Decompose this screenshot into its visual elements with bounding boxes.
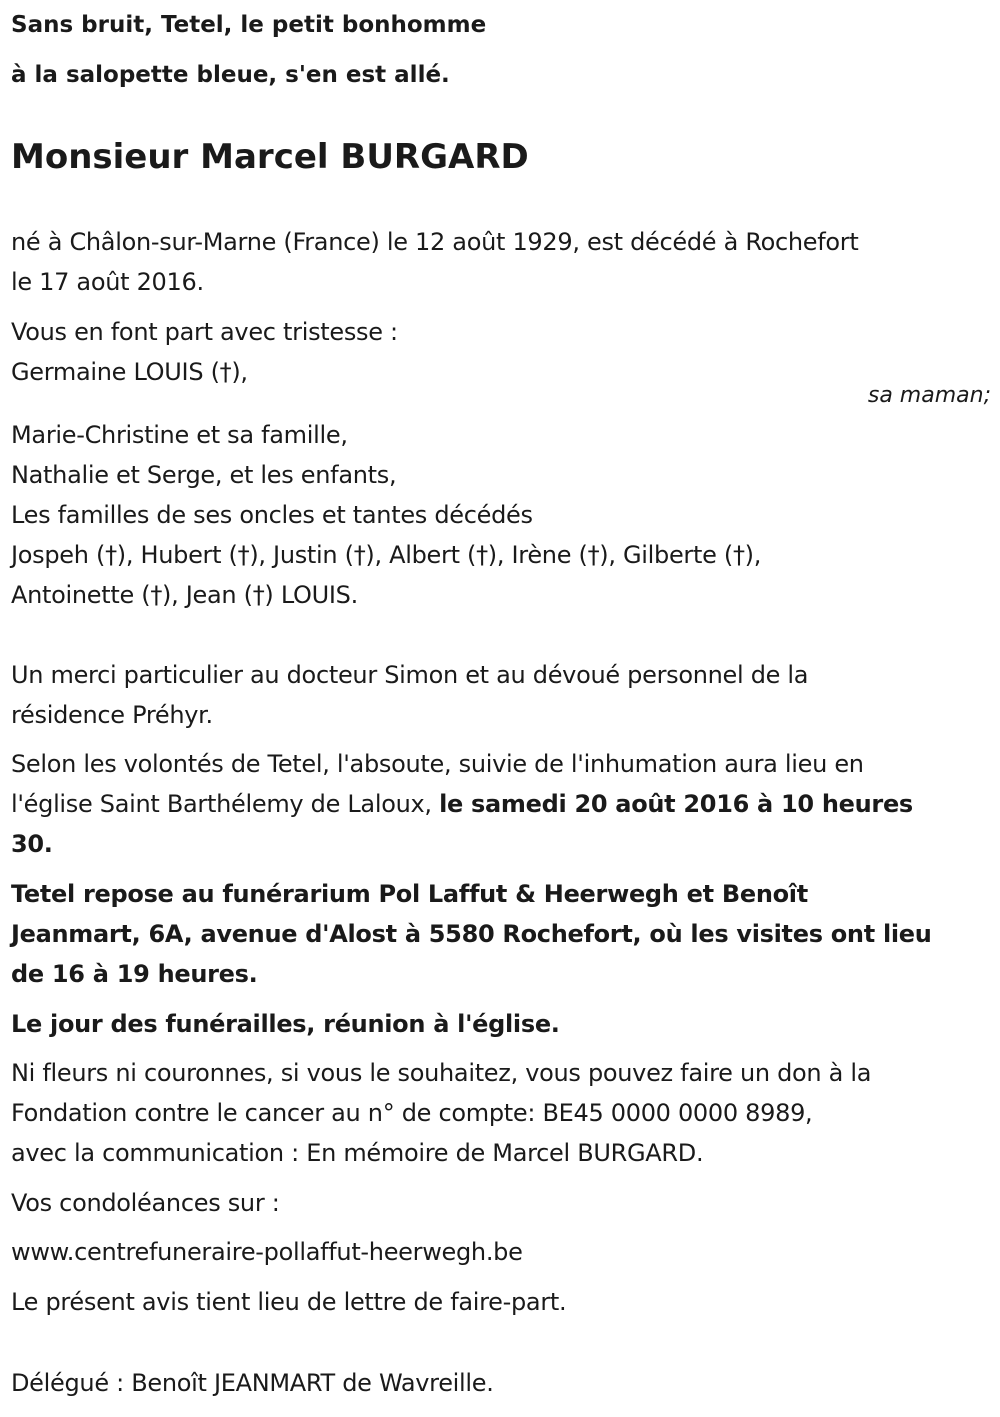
donation-line-3: avec la communication : En mémoire de Marcel BURGARD. [11,1139,704,1167]
family-line-4: Jospeh (†), Hubert (†), Justin (†), Albert (†), Irène (†), Gilberte (†), [11,541,762,569]
family-line-1: Marie-Christine et sa famille, [11,421,348,449]
donation-line-2: Fondation contre le cancer au n° de compte: BE45 0000 0000 8989, [11,1099,813,1127]
ceremony-line-3: 30. [11,830,53,858]
rest-line-1: Tetel repose au funérarium Pol Laffut & Heerwegh et Benoît [11,880,808,908]
notice-line: Le présent avis tient lieu de lettre de faire-part. [11,1288,567,1316]
birth-line-1: né à Châlon-sur-Marne (France) le 12 août 1929, est décédé à Rochefort [11,228,859,256]
page-title: Monsieur Marcel BURGARD [11,137,529,177]
ceremony-date: le samedi 20 août 2016 à 10 heures [439,790,913,818]
meeting-line: Le jour des funérailles, réunion à l'église. [11,1010,560,1038]
thanks-line-1: Un merci particulier au docteur Simon et au dévoué personnel de la [11,661,809,689]
condolences-label: Vos condoléances sur : [11,1189,280,1217]
family-mother-role: sa maman; [867,383,991,408]
condolences-url: www.centrefuneraire-pollaffut-heerwegh.be [11,1238,523,1266]
header-line-2: à la salopette bleue, s'en est allé. [11,62,450,88]
thanks-line-2: résidence Préhyr. [11,701,213,729]
ceremony-line-2 [11,789,913,819]
family-intro: Vous en font part avec tristesse : [11,318,398,346]
ceremony-line-1: Selon les volontés de Tetel, l'absoute, suivie de l'inhumation aura lieu en [11,750,864,778]
birth-line-2: le 17 août 2016. [11,268,204,296]
ceremony-place: l'église Saint Barthélemy de Laloux, [11,790,440,818]
delegate-line: Délégué : Benoît JEANMART de Wavreille. [11,1369,494,1397]
header-line-1: Sans bruit, Tetel, le petit bonhomme [11,12,487,38]
family-line-3: Les familles de ses oncles et tantes décédés [11,501,533,529]
family-line-2: Nathalie et Serge, et les enfants, [11,461,397,489]
donation-line-1: Ni fleurs ni couronnes, si vous le souhaitez, vous pouvez faire un don à la [11,1059,872,1087]
rest-line-2: Jeanmart, 6A, avenue d'Alost à 5580 Rochefort, où les visites ont lieu [11,920,932,948]
family-mother: Germaine LOUIS (†), [11,358,248,386]
rest-line-3: de 16 à 19 heures. [11,960,258,988]
family-line-5: Antoinette (†), Jean (†) LOUIS. [11,581,358,609]
